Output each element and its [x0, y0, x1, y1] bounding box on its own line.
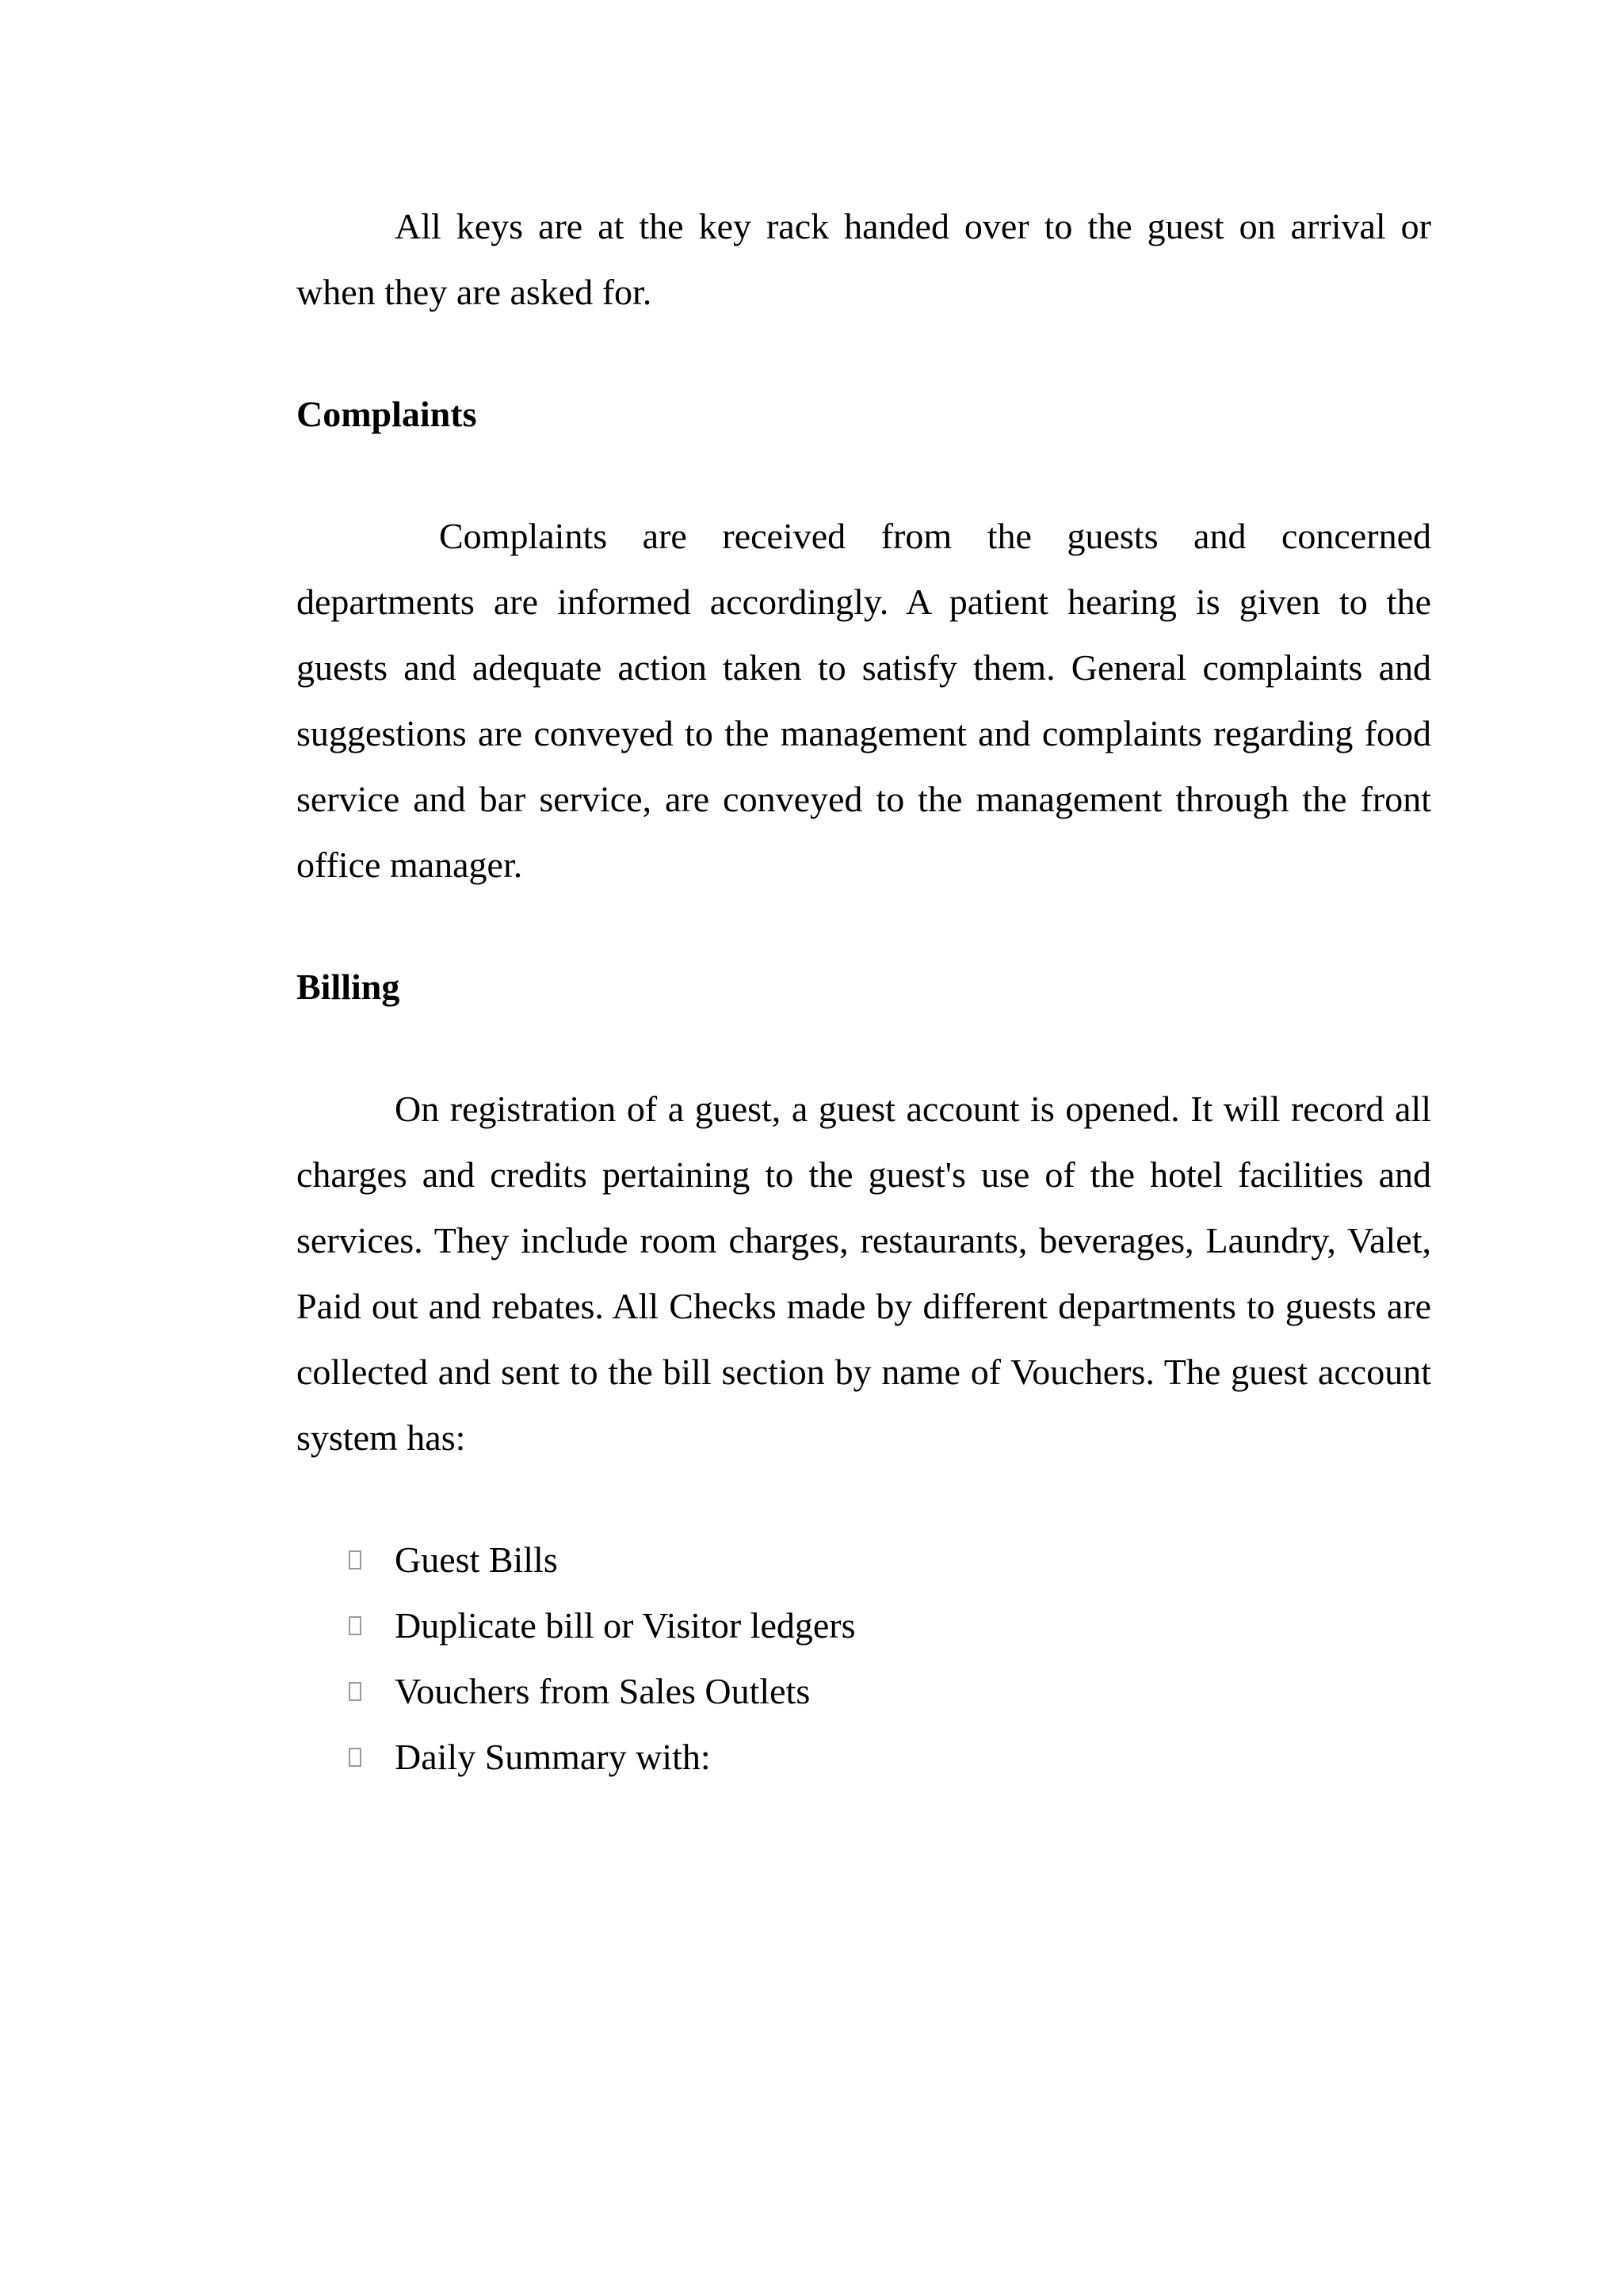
spacer [296, 325, 1431, 381]
spacer [296, 898, 1431, 954]
missing-glyph-box-icon [349, 1748, 361, 1767]
document-body [296, 193, 1431, 1790]
list-item-text: Vouchers from Sales Outlets [395, 1671, 811, 1711]
spacer [296, 1020, 1431, 1076]
complaints-paragraph: Complaints are received from the guests and concerned departments are informed accordingly. A patient hearing is given to the guests and adequate action taken to satisfy them. General complaints and suggestions are conveyed to the management and complaints regarding food service and bar service, are conveyed to the management through the front office manager. [296, 516, 1431, 885]
list-item [349, 1724, 1431, 1790]
spacer [296, 447, 1431, 503]
list-item [349, 1658, 1431, 1724]
missing-glyph-box-icon [349, 1616, 361, 1635]
missing-glyph-box-icon [349, 1682, 361, 1701]
list-item-text: Guest Bills [395, 1539, 558, 1580]
guest-account-system-list [296, 1527, 1431, 1790]
billing-paragraph: On registration of a guest, a guest account is opened. It will record all charges and credits pertaining to the guest's use of the hotel facilities and services. They include room charges, restaurants, beverages, Laundry, Valet, Paid out and rebates. All Checks made by different departments to guests are collected and sent to the bill section by name of Vouchers. The guest account system has: [296, 1089, 1431, 1458]
section-heading-billing: Billing [296, 967, 400, 1007]
list-item-text: Duplicate bill or Visitor ledgers [395, 1605, 856, 1646]
section-heading-complaints: Complaints [296, 394, 477, 434]
list-item [349, 1592, 1431, 1658]
list-item-text: Daily Summary with: [395, 1737, 711, 1777]
intro-paragraph: All keys are at the key rack handed over to the guest on arrival or when they are asked for. [296, 206, 1431, 312]
list-item [349, 1527, 1431, 1592]
spacer [296, 1470, 1431, 1527]
missing-glyph-box-icon [349, 1550, 361, 1569]
